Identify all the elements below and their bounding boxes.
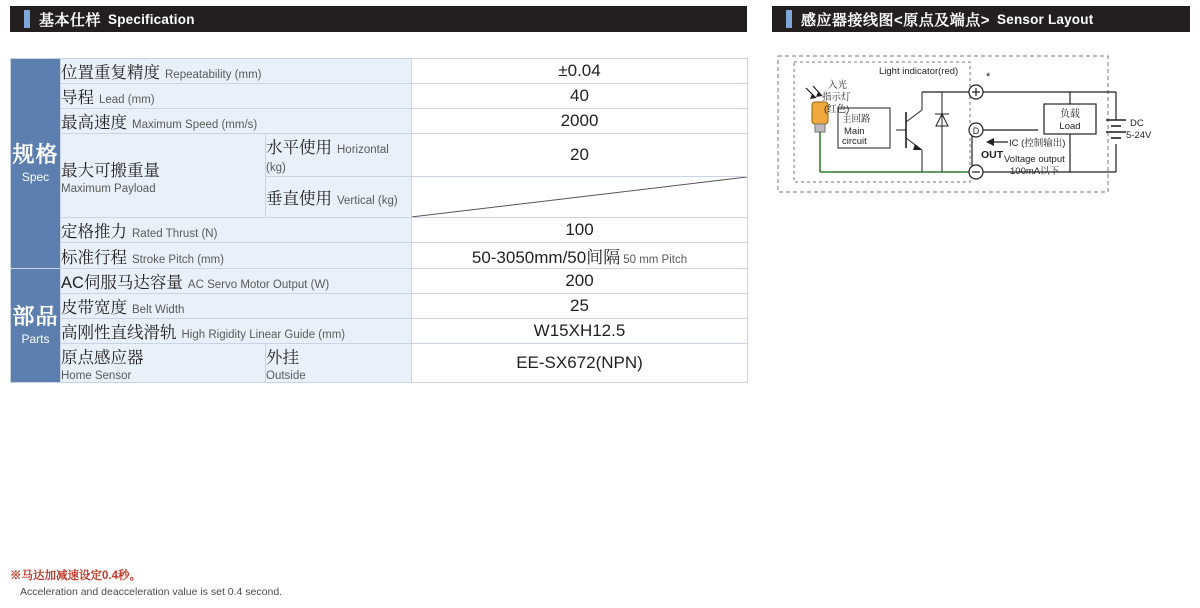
label-cn: 高刚性直线滑轨 (61, 324, 177, 342)
table-row (11, 84, 748, 109)
label-dc: DC (1130, 118, 1144, 129)
row-value-lead: 40 (412, 84, 748, 109)
label-cn: 定格推力 (61, 223, 127, 241)
label-cn: AC伺服马达容量 (61, 274, 183, 292)
table-row (11, 294, 748, 319)
row-value-rated-thrust: 100 (412, 218, 748, 243)
group-cell-parts (11, 269, 61, 383)
value-sub: 50 mm Pitch (623, 254, 688, 266)
row-label-home-sensor-mount (266, 344, 412, 383)
label-voltage-output: Voltage output (1004, 154, 1065, 165)
table-row (11, 218, 748, 243)
row-value-stroke-pitch (412, 243, 748, 269)
label-main-en-1: Main (844, 126, 865, 137)
label-cn: 最高速度 (61, 114, 127, 132)
terminal-plus-icon (969, 85, 983, 99)
row-value-servo-motor-output: 200 (412, 269, 748, 294)
label-main-cn: 主回路 (842, 114, 871, 125)
label-voltage-limit: 100mA以下 (1010, 166, 1060, 177)
label-cn: 导程 (61, 89, 94, 107)
not-applicable-slash-icon (412, 177, 747, 217)
sensor-wiring-diagram (776, 52, 1186, 202)
transistor-symbol-icon (896, 92, 922, 172)
label-en: High Rigidity Linear Guide (mm) (181, 329, 346, 341)
sensor-header-bar (772, 6, 1190, 32)
svg-text:D: D (972, 126, 980, 136)
label-cn: 外挂 (266, 349, 299, 367)
dc-supply-icon (1106, 92, 1126, 172)
row-label-home-sensor (61, 344, 266, 383)
table-row (11, 59, 748, 84)
label-en: Repeatability (mm) (165, 69, 262, 81)
row-label-servo-motor-output (61, 269, 412, 294)
ic-output-arrow-icon (986, 138, 1008, 146)
row-value-linear-guide: W15XH12.5 (412, 319, 748, 344)
group-cell-spec (11, 59, 61, 269)
sensor-diagram-svg (776, 52, 1186, 202)
table-row (11, 109, 748, 134)
row-label-vertical (266, 177, 412, 218)
label-en: Outside (266, 370, 306, 382)
footnote-cn: ※马达加减速设定0.4秒。 (10, 570, 141, 582)
label-en: Maximum Payload (61, 182, 156, 195)
terminal-d-icon (969, 123, 983, 137)
label-cn: 最大可搬重量 (61, 161, 160, 180)
row-value-horizontal: 20 (412, 134, 748, 177)
group-label-en: Parts (21, 332, 50, 347)
row-label-lead (61, 84, 412, 109)
row-value-home-sensor: EE-SX672(NPN) (412, 344, 748, 383)
label-star: * (986, 71, 991, 83)
label-en: Horizontal (kg) (266, 144, 389, 174)
diode-symbol-icon (935, 92, 949, 172)
group-label-cn: 部品 (12, 303, 59, 329)
footnote-en: Acceleration and deacceleration value is set 0.4 second. (20, 586, 283, 598)
row-label-max-payload (61, 134, 266, 218)
accent-block (786, 10, 792, 28)
label-cn: 皮带宽度 (61, 299, 127, 317)
sensor-header-title-en: Sensor Layout (997, 11, 1094, 27)
accent-block (24, 10, 30, 28)
label-load-en: Load (1059, 121, 1081, 132)
row-label-horizontal (266, 134, 412, 177)
label-en: Vertical (kg) (337, 195, 398, 207)
row-label-linear-guide (61, 319, 412, 344)
row-label-belt-width (61, 294, 412, 319)
footnote (10, 567, 750, 598)
label-en: Stroke Pitch (mm) (132, 253, 225, 266)
label-en: Lead (mm) (99, 94, 155, 106)
label-en: AC Servo Motor Output (W) (187, 279, 330, 291)
row-label-max-speed (61, 109, 412, 134)
label-light-cn-2: 指示灯 (822, 92, 851, 103)
label-cn: 标准行程 (61, 248, 127, 267)
table-row (11, 134, 748, 177)
group-label-en: Spec (21, 170, 50, 185)
label-en: Rated Thrust (N) (132, 228, 218, 240)
label-light-cn-3: (红色) (824, 104, 850, 115)
label-en: Home Sensor (61, 370, 132, 382)
group-label-cn: 规格 (12, 141, 59, 167)
label-load-cn: 负载 (1060, 109, 1080, 120)
label-dc-range: 5-24V (1126, 130, 1152, 141)
table-row (11, 269, 748, 294)
row-label-stroke-pitch (61, 243, 412, 269)
table-row (11, 243, 748, 269)
label-light-indicator: Light indicator(red) (879, 66, 959, 77)
label-ic: IC (控制输出) (1009, 138, 1066, 149)
label-out: OUT (981, 149, 1004, 161)
table-row (11, 344, 748, 383)
row-label-repeatability (61, 59, 412, 84)
sensor-header-title-cn: 感应器接线图<原点及端点> (801, 11, 991, 29)
label-cn: 水平使用 (266, 139, 332, 157)
spec-header-title-cn: 基本仕样 (39, 11, 102, 29)
row-value-vertical-not-applicable (412, 177, 748, 218)
spec-table (10, 58, 748, 383)
label-light-cn-1: 入光 (828, 80, 848, 91)
label-main-en-2: circuit (842, 136, 867, 147)
value-main: 50-3050mm/50间隔 (471, 248, 621, 267)
row-label-rated-thrust (61, 218, 412, 243)
spec-header-bar (10, 6, 747, 32)
spec-header-title-en: Specification (108, 11, 195, 27)
label-cn: 原点感应器 (61, 349, 144, 367)
label-cn: 垂直使用 (266, 190, 332, 208)
terminal-minus-icon (969, 165, 983, 179)
label-cn: 位置重复精度 (61, 64, 160, 82)
row-value-max-speed: 2000 (412, 109, 748, 134)
label-en: Belt Width (132, 304, 185, 316)
row-value-repeatability: ±0.04 (412, 59, 748, 84)
table-row (11, 319, 748, 344)
row-value-belt-width: 25 (412, 294, 748, 319)
label-en: Maximum Speed (mm/s) (132, 119, 258, 131)
spec-table-wrapper (10, 58, 747, 383)
